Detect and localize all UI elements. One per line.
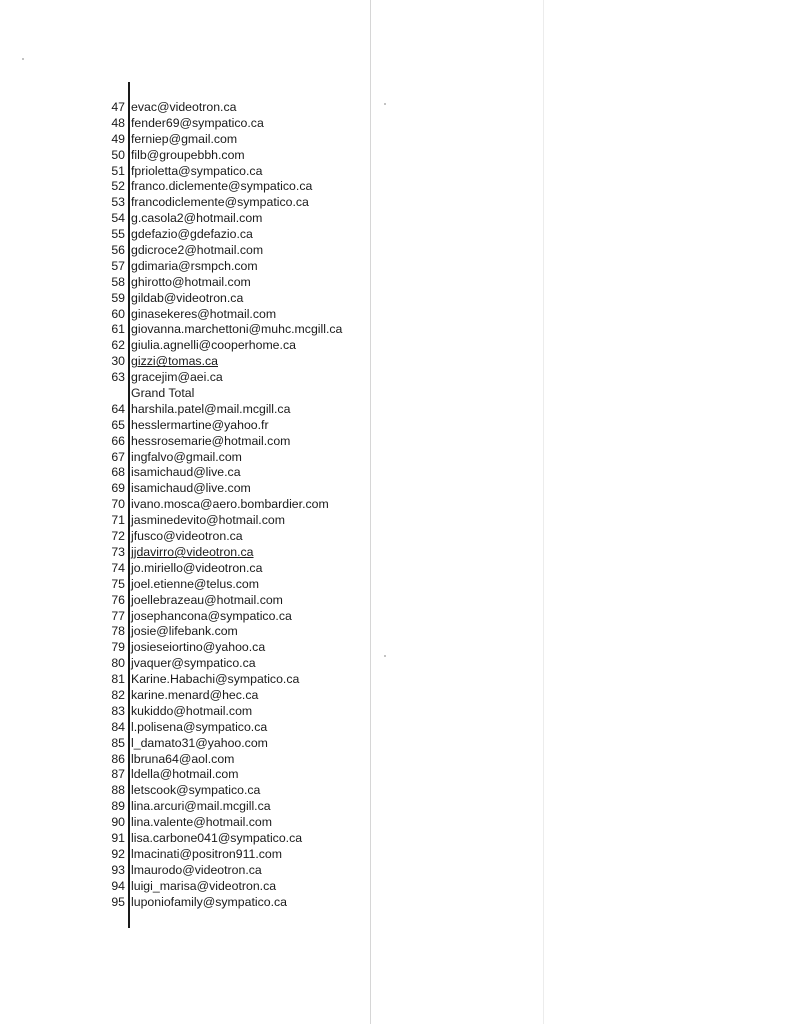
row-number: 61 xyxy=(111,322,125,337)
email-address: giovanna.marchettoni@muhc.mcgill.ca xyxy=(131,322,343,337)
email-address: gdicroce2@hotmail.com xyxy=(131,243,264,258)
column-separator-line xyxy=(128,82,130,928)
scan-speck xyxy=(384,103,386,105)
page-fold-line xyxy=(543,0,544,1024)
row-number: 62 xyxy=(111,338,125,353)
email-address: jvaquer@sympatico.ca xyxy=(131,656,256,671)
email-address: francodiclemente@sympatico.ca xyxy=(131,195,309,210)
row-number: 52 xyxy=(111,179,125,194)
row-number: 59 xyxy=(111,290,125,305)
email-address: gdefazio@gdefazio.ca xyxy=(131,227,253,242)
email-address: jo.miriello@videotron.ca xyxy=(131,560,263,575)
email-address: ferniep@gmail.com xyxy=(131,131,238,146)
email-address: jjdavirro@videotron.ca xyxy=(131,544,254,559)
row-number: 50 xyxy=(111,147,125,162)
email-address: ghirotto@hotmail.com xyxy=(131,274,251,289)
email-address: fprioletta@sympatico.ca xyxy=(131,163,263,178)
email-address: josephancona@sympatico.ca xyxy=(131,608,292,623)
email-address: gildab@videotron.ca xyxy=(131,290,244,305)
email-address: fender69@sympatico.ca xyxy=(131,115,264,130)
email-address: joel.etienne@telus.com xyxy=(131,576,260,591)
email-address: lisa.carbone041@sympatico.ca xyxy=(131,830,303,845)
email-address: evac@videotron.ca xyxy=(131,100,237,114)
email-address: ivano.mosca@aero.bombardier.com xyxy=(131,497,329,512)
row-number: 83 xyxy=(111,703,125,718)
row-number: 86 xyxy=(111,751,125,766)
email-address: joellebrazeau@hotmail.com xyxy=(131,592,283,607)
email-address: gizzi@tomas.ca xyxy=(131,354,218,369)
email-address: josie@lifebank.com xyxy=(131,624,238,639)
row-number: 64 xyxy=(111,401,125,416)
row-number: 56 xyxy=(111,243,125,258)
email-address: hessrosemarie@hotmail.com xyxy=(131,433,291,448)
grand-total-label: Grand Total xyxy=(131,386,195,401)
email-address: luponiofamily@sympatico.ca xyxy=(131,894,288,909)
email-address: karine.menard@hec.ca xyxy=(131,687,259,702)
row-number: 93 xyxy=(111,862,125,877)
row-number: 85 xyxy=(111,735,125,750)
row-number: 79 xyxy=(111,640,125,655)
email-address: l_damato31@yahoo.com xyxy=(131,735,268,750)
email-address: lbruna64@aol.com xyxy=(131,751,235,766)
row-number: 49 xyxy=(111,131,125,146)
email-address: isamichaud@live.ca xyxy=(131,465,241,480)
row-number: 47 xyxy=(111,100,125,114)
row-number: 63 xyxy=(111,370,125,385)
row-number: 95 xyxy=(111,894,125,909)
row-number: 84 xyxy=(111,719,125,734)
row-number: 76 xyxy=(111,592,125,607)
email-address: franco.diclemente@sympatico.ca xyxy=(131,179,313,194)
email-address: kukiddo@hotmail.com xyxy=(131,703,253,718)
page-fold-line xyxy=(370,0,371,1024)
email-address: jfusco@videotron.ca xyxy=(131,529,243,544)
row-number: 57 xyxy=(111,258,125,273)
email-address: hesslermartine@yahoo.fr xyxy=(131,417,269,432)
row-number: 72 xyxy=(111,529,125,544)
email-address: ginasekeres@hotmail.com xyxy=(131,306,277,321)
row-number: 74 xyxy=(111,560,125,575)
row-number: 58 xyxy=(111,274,125,289)
email-address: lina.arcuri@mail.mcgill.ca xyxy=(131,799,271,814)
scan-speck xyxy=(22,58,24,60)
row-number: 81 xyxy=(111,672,125,687)
row-number: 73 xyxy=(111,544,125,559)
row-number: 92 xyxy=(111,846,125,861)
scan-speck xyxy=(384,655,386,657)
row-number: 89 xyxy=(111,799,125,814)
row-number: 30 xyxy=(111,354,125,369)
email-address: harshila.patel@mail.mcgill.ca xyxy=(131,401,291,416)
email-address: g.casola2@hotmail.com xyxy=(131,211,263,226)
row-number: 70 xyxy=(111,497,125,512)
email-address: giulia.agnelli@cooperhome.ca xyxy=(131,338,296,353)
email-address: Karine.Habachi@sympatico.ca xyxy=(131,672,300,687)
email-address: lina.valente@hotmail.com xyxy=(131,815,272,830)
email-address: jasminedevito@hotmail.com xyxy=(131,513,285,528)
row-number: 66 xyxy=(111,433,125,448)
email-address: ldella@hotmail.com xyxy=(131,767,239,782)
row-number: 77 xyxy=(111,608,125,623)
row-number: 68 xyxy=(111,465,125,480)
row-number: 87 xyxy=(111,767,125,782)
row-number: 51 xyxy=(111,163,125,178)
row-number: 65 xyxy=(111,417,125,432)
row-number: 94 xyxy=(111,878,125,893)
row-number: 71 xyxy=(111,513,125,528)
row-number: 80 xyxy=(111,656,125,671)
email-address: lmaurodo@videotron.ca xyxy=(131,862,262,877)
email-address: filb@groupebbh.com xyxy=(131,147,245,162)
row-number: 75 xyxy=(111,576,125,591)
email-address: lmacinati@positron911.com xyxy=(131,846,283,861)
row-number: 54 xyxy=(111,211,125,226)
email-address: josieseiortino@yahoo.ca xyxy=(131,640,266,655)
row-number: 53 xyxy=(111,195,125,210)
email-address: isamichaud@live.com xyxy=(131,481,251,496)
email-address: luigi_marisa@videotron.ca xyxy=(131,878,277,893)
row-number: 69 xyxy=(111,481,125,496)
row-number: 78 xyxy=(111,624,125,639)
row-number: 82 xyxy=(111,687,125,702)
email-address: gracejim@aei.ca xyxy=(131,370,223,385)
email-address: ingfalvo@gmail.com xyxy=(131,449,242,464)
row-number: 90 xyxy=(111,815,125,830)
email-address: letscook@sympatico.ca xyxy=(131,783,261,798)
email-address: gdimaria@rsmpch.com xyxy=(131,258,258,273)
row-number: 91 xyxy=(111,830,125,845)
email-address: l.polisena@sympatico.ca xyxy=(131,719,268,734)
row-number: 48 xyxy=(111,115,125,130)
row-number: 55 xyxy=(111,227,125,242)
row-number: 67 xyxy=(111,449,125,464)
row-number: 60 xyxy=(111,306,125,321)
row-number: 88 xyxy=(111,783,125,798)
